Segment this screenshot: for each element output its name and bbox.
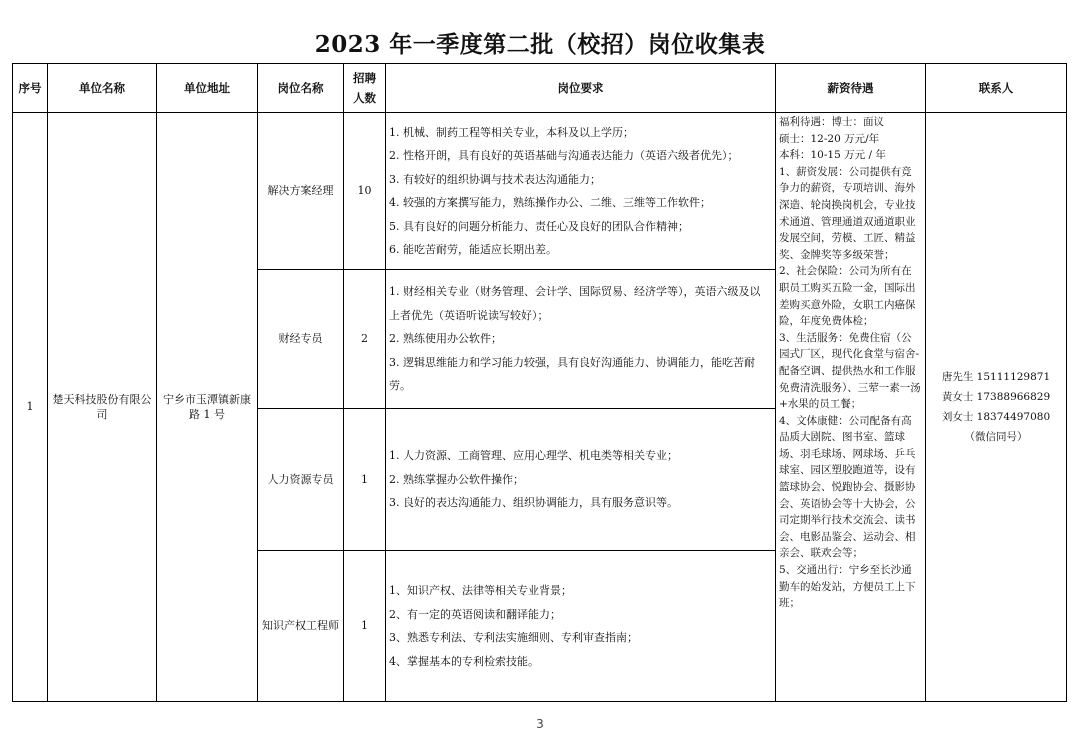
- salary-cell: [776, 113, 926, 702]
- position-count: 1: [344, 551, 386, 702]
- requirement-item: 3. 有较好的组织协调与技术表达沟通能力；: [389, 172, 601, 186]
- company-cell: 楚天科技股份有限公司: [48, 113, 157, 702]
- requirement-item: 3. 逻辑思维能力和学习能力较强，具有良好沟通能力、协调能力，能吃苦耐劳。: [389, 355, 755, 393]
- header-hire-line1: 招聘: [353, 71, 376, 85]
- salary-line: 福利待遇：博士：面议: [779, 116, 884, 128]
- requirement-item: 1. 机械、制药工程等相关专业，本科及以上学历；: [389, 125, 634, 139]
- requirement-item: 5. 具有良好的问题分析能力、责任心及良好的团队合作精神；: [389, 219, 689, 233]
- position-name: 财经专员: [258, 270, 344, 409]
- header-position: 岗位名称: [258, 64, 344, 113]
- salary-line: 5、交通出行：宁乡至长沙通勤车的始发站，方便员工上下班；: [779, 564, 916, 610]
- header-hire-count: [344, 64, 386, 113]
- contact-line: 刘女士 18374497080: [941, 411, 1051, 423]
- header-company: 单位名称: [48, 64, 157, 113]
- position-count: 2: [344, 270, 386, 409]
- requirement-item: 2. 熟练掌握办公软件操作；: [389, 472, 524, 486]
- table-row: [13, 113, 1067, 270]
- salary-line: 2、社会保险：公司为所有在职员工购买五险一金，国际出差购买意外险，女职工内癌保险，年度免费体检；: [779, 265, 916, 328]
- salary-line: 3、生活服务：免费住宿（公园式厂区，现代化食堂与宿舍-配备空调、提供热水和工作服免费清洗服务）、三荤一素一汤+水果的员工餐；: [779, 331, 921, 411]
- requirement-item: 1. 财经相关专业（财务管理、会计学、国际贸易、经济学等），英语六级及以上者优先（英语听说读写较好）；: [389, 285, 761, 322]
- address-cell: 宁乡市玉潭镇新康路 1 号: [157, 113, 258, 702]
- requirement-item: 1. 人力资源、工商管理、应用心理学、机电类等相关专业；: [389, 449, 678, 463]
- requirements-cell: [386, 551, 776, 702]
- salary-line: 硕士：12-20 万元/年: [779, 132, 880, 145]
- requirements-cell: [386, 409, 776, 551]
- contact-line: 唐先生 15111129871: [941, 371, 1051, 383]
- header-salary: 薪资待遇: [776, 64, 926, 113]
- job-table: [12, 63, 1067, 702]
- contact-line: 黄女士 17388966829: [941, 391, 1051, 403]
- salary-line: 1、薪资发展：公司提供有竞争力的薪资，专项培训、海外深造、轮岗换岗机会，专业技术通道、管理通道双通道职业发展空间，劳模、工匠、精益奖、金牌奖等多级荣誉；: [779, 165, 916, 261]
- requirement-item: 2、有一定的英语阅读和翻译能力；: [389, 607, 561, 621]
- requirement-item: 2. 性格开朗，具有良好的英语基础与沟通表达能力（英语六级者优先）；: [389, 149, 739, 162]
- requirement-item: 4. 较强的方案撰写能力，熟练操作办公、二维、三维等工作软件；: [389, 196, 711, 209]
- position-count: 1: [344, 409, 386, 551]
- requirements-cell: [386, 270, 776, 409]
- position-count: 10: [344, 113, 386, 270]
- requirement-item: 2. 熟练使用办公软件；: [389, 332, 502, 346]
- header-row: [13, 64, 1067, 113]
- requirement-item: 1、知识产权、法律等相关专业背景；: [389, 584, 572, 597]
- header-hire-line2: 人数: [353, 91, 376, 105]
- position-name: 知识产权工程师: [258, 551, 344, 702]
- requirement-item: 3、熟悉专利法、专利法实施细则、专利审查指南；: [389, 631, 638, 644]
- salary-line: 本科：10-15 万元 / 年: [779, 149, 886, 162]
- contact-line: （微信同号）: [964, 431, 1028, 443]
- position-name: 人力资源专员: [258, 409, 344, 551]
- requirement-item: 4、掌握基本的专利检索技能。: [389, 654, 539, 668]
- page-number: 3: [536, 717, 544, 731]
- header-address: 单位地址: [157, 64, 258, 113]
- position-name: 解决方案经理: [258, 113, 344, 270]
- requirement-item: 6. 能吃苦耐劳，能适应长期出差。: [389, 243, 557, 256]
- header-seq: 序号: [13, 64, 48, 113]
- header-requirements: 岗位要求: [386, 64, 776, 113]
- seq-cell: 1: [13, 113, 48, 702]
- contact-cell: [926, 113, 1067, 702]
- page-title: 2023 年一季度第二批（校招）岗位收集表: [314, 31, 766, 58]
- header-contact: 联系人: [926, 64, 1067, 113]
- requirements-cell: [386, 113, 776, 270]
- requirement-item: 3. 良好的表达沟通能力、组织协调能力，具有服务意识等。: [389, 496, 678, 510]
- salary-line: 4、文体康健：公司配备有高品质大剧院、图书室、篮球场、羽毛球场、网球场、乒乓球室、园区塑胶跑道等，设有篮球协会、悦跑协会、摄影协会、英语协会等十大协会，公司定期举行技术交流会、读书会、电影品鉴会、运动会、相亲会、联欢会等；: [779, 414, 916, 560]
